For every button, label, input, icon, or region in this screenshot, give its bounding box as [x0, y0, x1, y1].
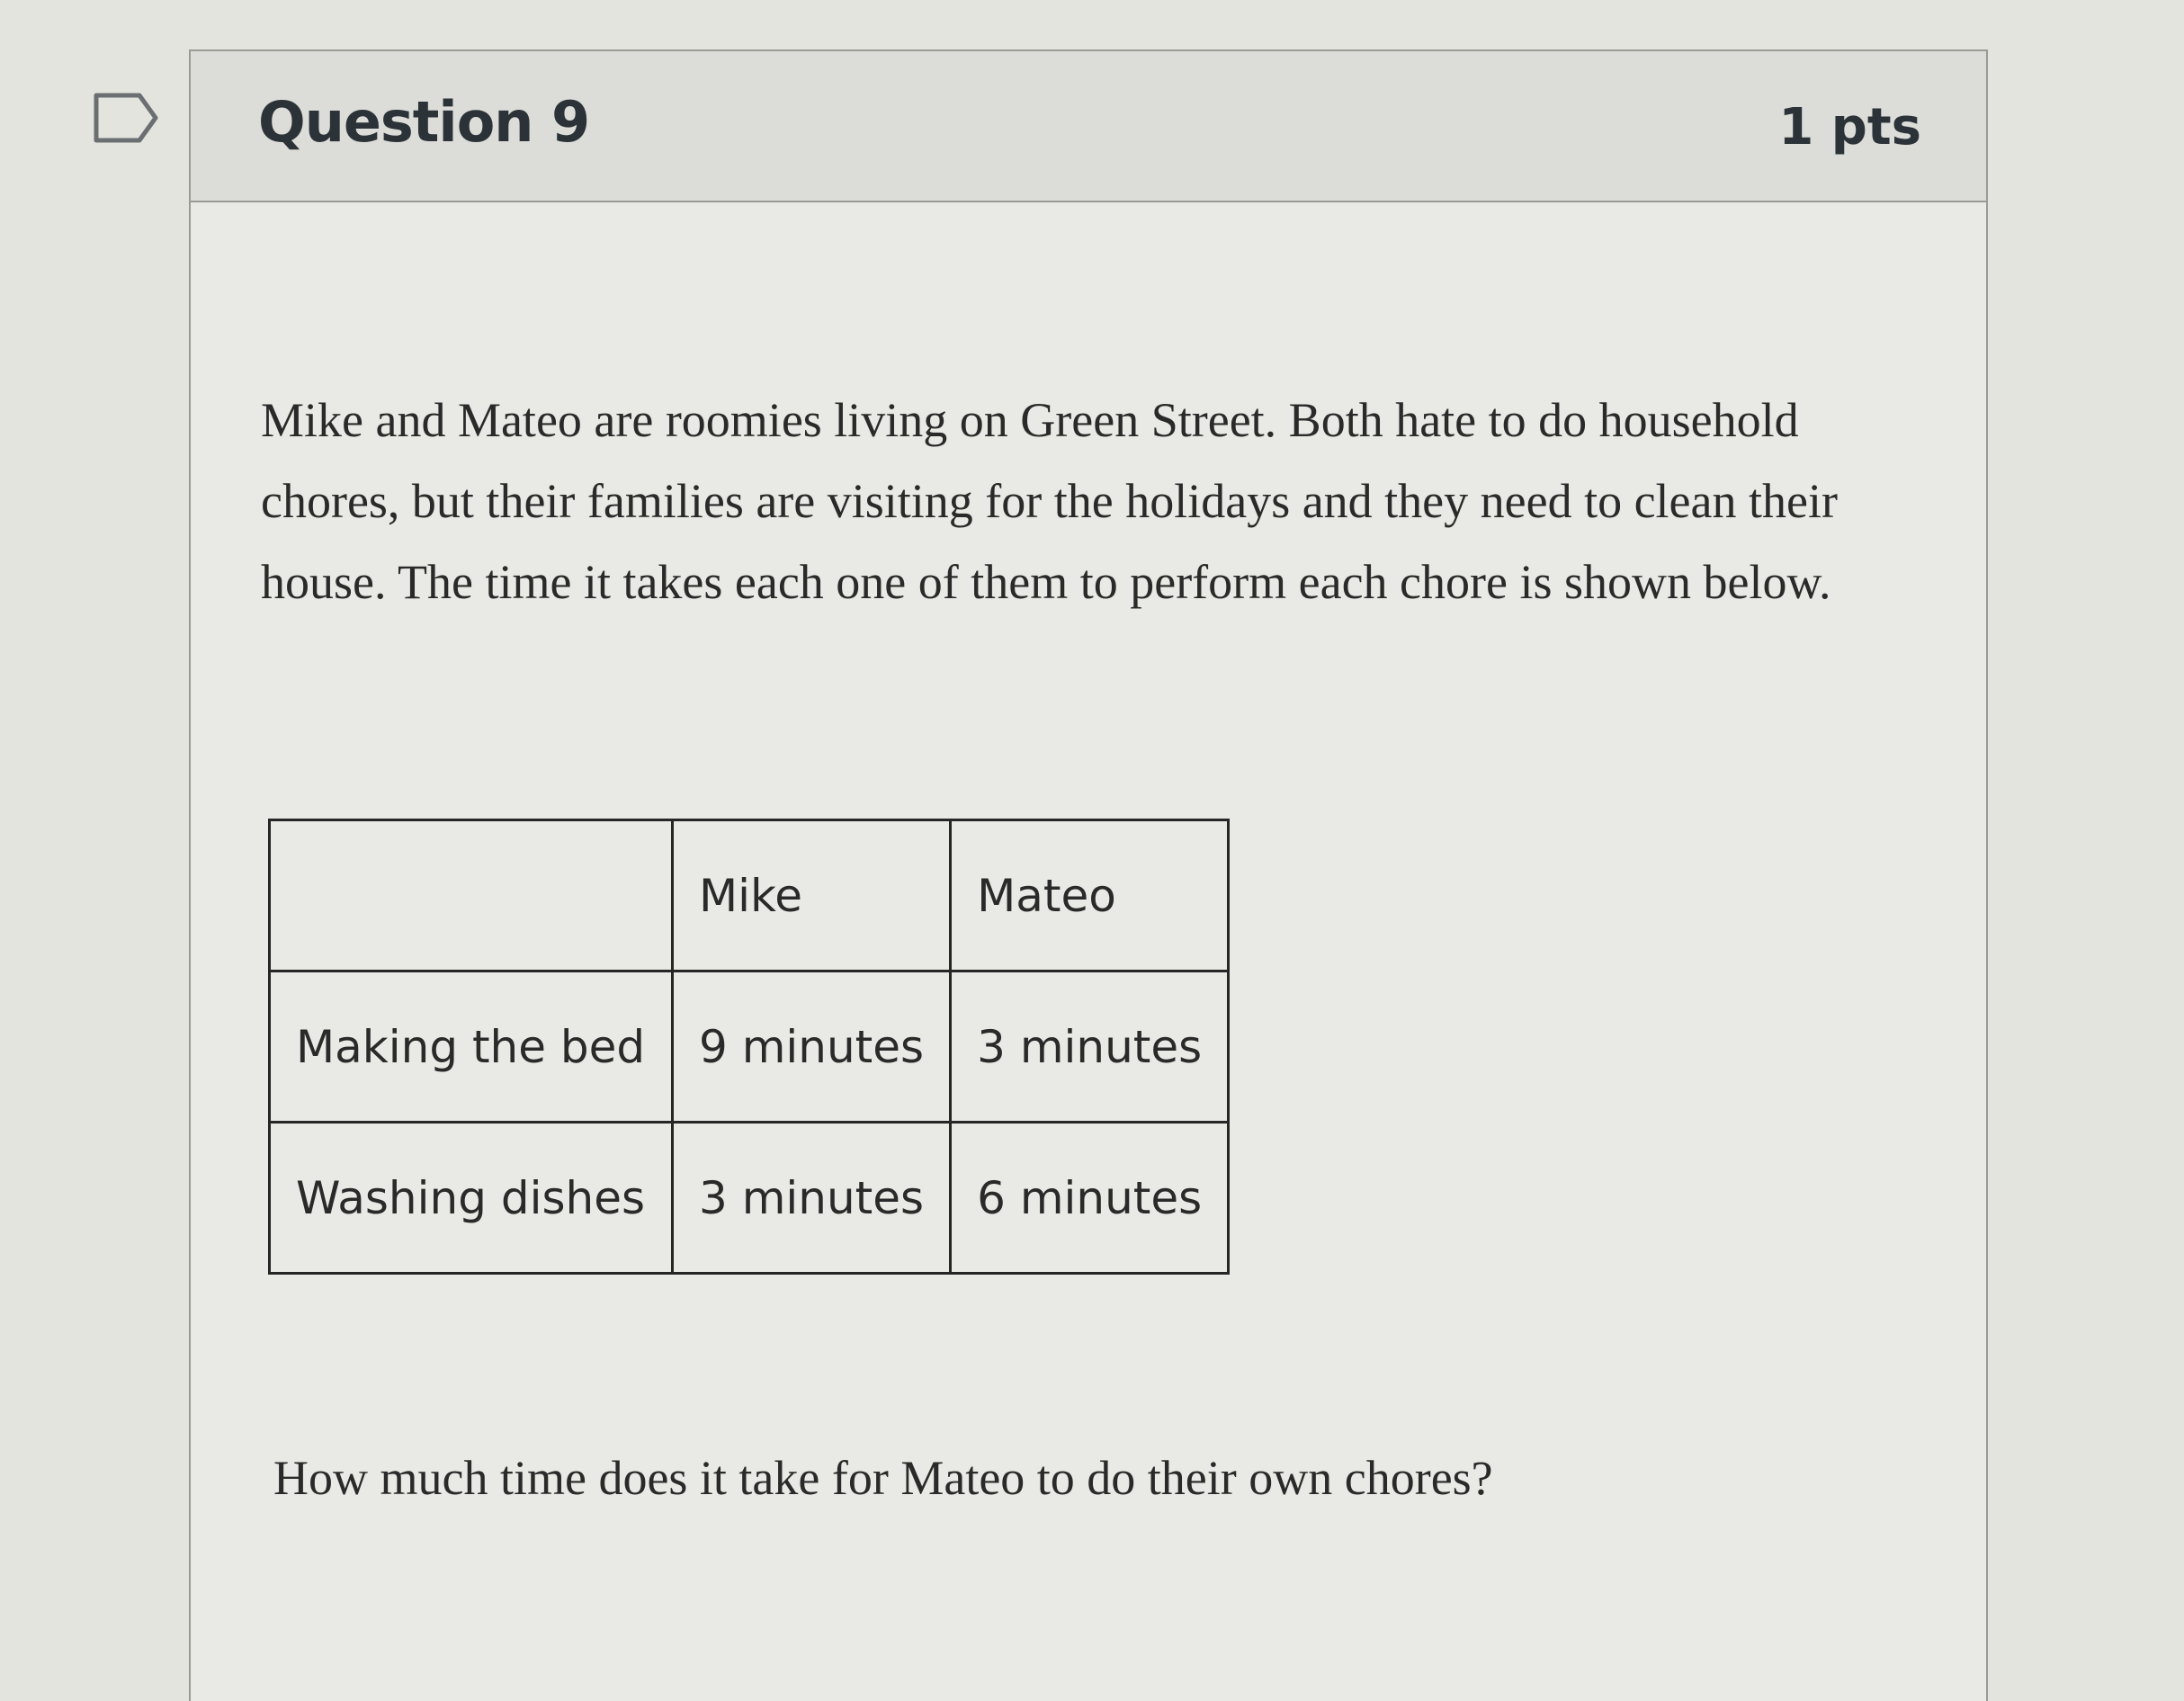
table-cell-chore: Making the bed — [270, 971, 673, 1123]
table-header-mike: Mike — [673, 820, 951, 971]
flag-question-icon[interactable] — [93, 92, 159, 144]
table-header-row — [270, 820, 1229, 971]
question-header — [191, 51, 1986, 202]
table-cell-chore: Washing dishes — [270, 1123, 673, 1274]
table-cell-mateo: 3 minutes — [951, 971, 1229, 1123]
table-cell-mike: 9 minutes — [673, 971, 951, 1123]
table-header-mateo: Mateo — [951, 820, 1229, 971]
question-title: Question 9 — [258, 89, 590, 155]
question-card — [189, 49, 1988, 1701]
table-row — [270, 971, 1229, 1123]
table-header-cell — [270, 820, 673, 971]
table-cell-mateo: 6 minutes — [951, 1123, 1229, 1274]
table-cell-mike: 3 minutes — [673, 1123, 951, 1274]
chore-time-table — [268, 819, 1230, 1275]
question-prompt: How much time does it take for Mateo to do their own chores? — [273, 1451, 1493, 1505]
question-points: 1 pts — [1778, 98, 1921, 157]
table-row — [270, 1123, 1229, 1274]
question-text: Mike and Mateo are roomies living on Green Street. Both hate to do household chores, but their families are visiting for the holidays and they need to clean their house. The time it takes each one of them to perform each chore is shown below. — [261, 393, 1838, 609]
